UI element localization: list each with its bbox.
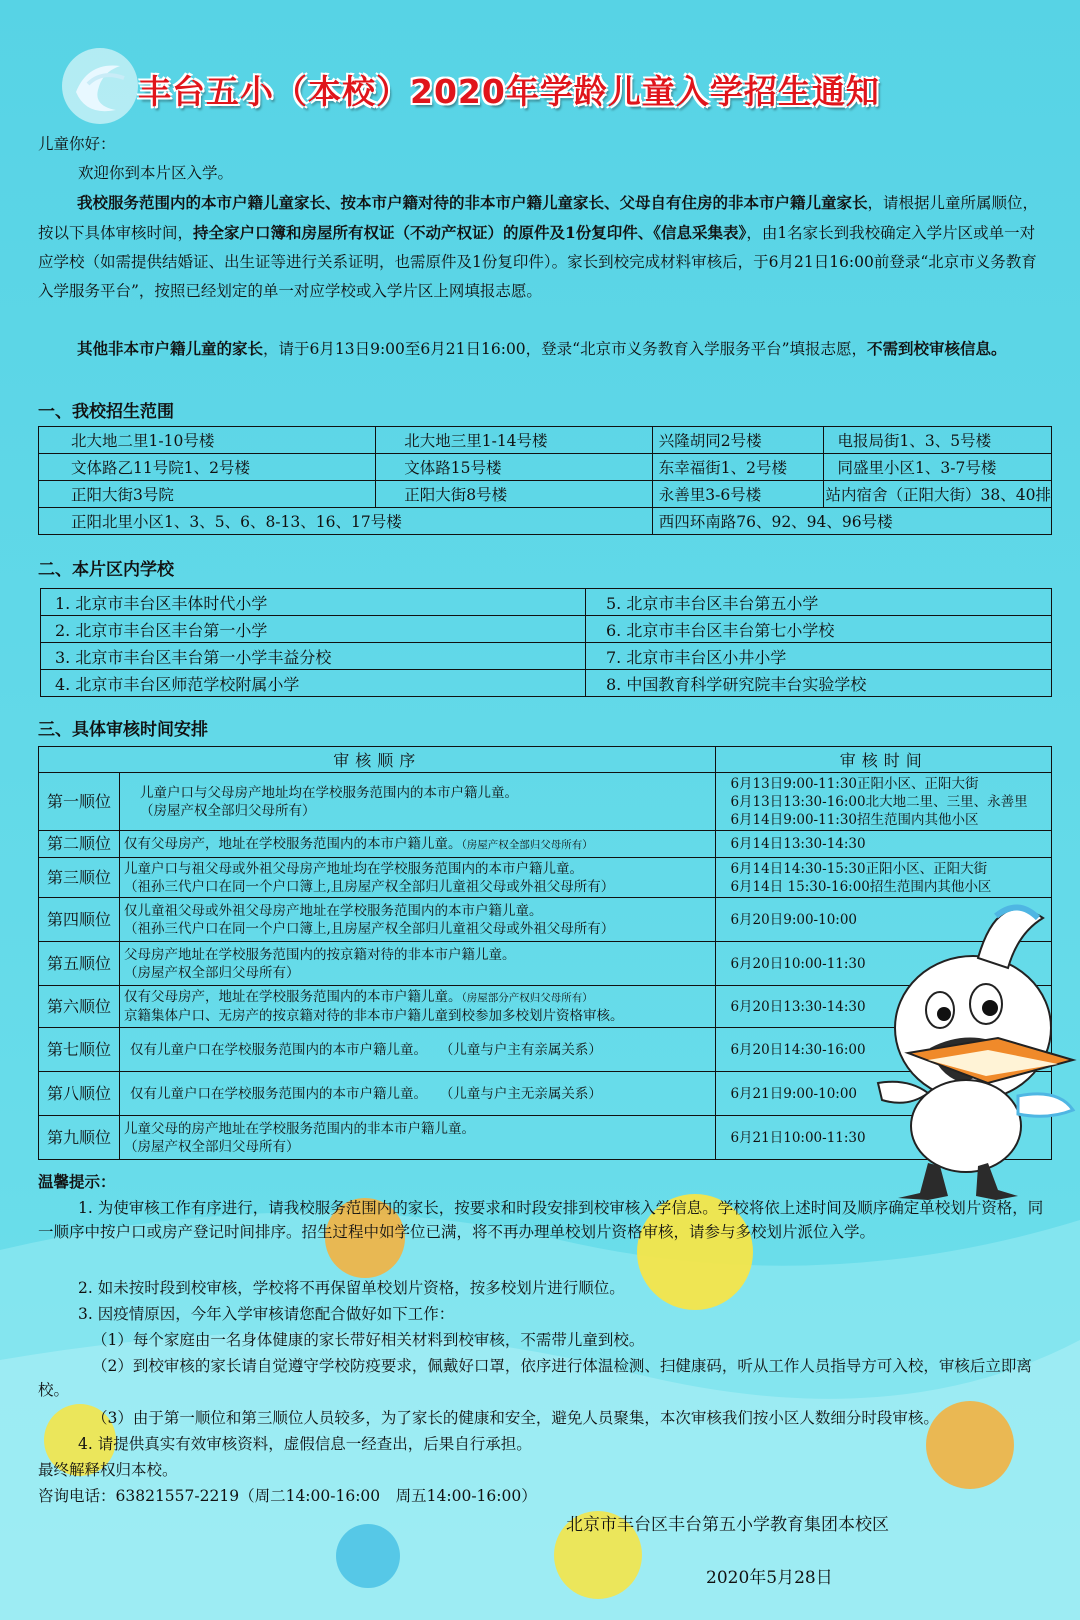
table-row: 文体路乙11号院1、2号楼 文体路15号楼 东幸福街1、2号楼 同盛里小区1、3-7号楼 — [39, 454, 1052, 481]
table-row: 第二顺位 仅有父母房产，地址在学校服务范围内的本市户籍儿童。（房屋产权全部归父母所有） 6月14日13:30-14:30 — [39, 831, 1052, 858]
table-row: 第三顺位 儿童户口与祖父母或外祖父母房产地址均在学校服务范围内的本市户籍儿童。 （祖孙三代户口在同一个户口簿上,且房屋产权全部归儿童祖父母或外祖父母所有） 6月14日14:30-15:30正阳小区、正阳大街 6月14日 15:30-16:00招生范围内其他小区 — [39, 858, 1052, 898]
table-row: 第五顺位 父母房产地址在学校服务范围内的按京籍对待的非本市户籍儿童。 （房屋产权全部归父母所有） 6月20日10:00-11:30 — [39, 942, 1052, 986]
table-row: 4. 北京市丰台区师范学校附属小学 8. 中国教育科学研究院丰台实验学校 — [41, 670, 1052, 697]
section-heading-schools: 二、本片区内学校 — [38, 560, 174, 580]
tip-3: 3. 因疫情原因，今年入学审核请您配合做好如下工作： — [78, 1305, 455, 1323]
table-row: 3. 北京市丰台区丰台第一小学丰益分校 7. 北京市丰台区小井小学 — [41, 643, 1052, 670]
intro-paragraph-2: 其他非本市户籍儿童的家长，请于6月13日9:00至6月21日16:00，登录“北京市义务教育入学服务平台”填报志愿，不需到校审核信息。 — [77, 339, 1007, 358]
table-row: 第九顺位 儿童父母的房产地址在学校服务范围内的非本市户籍儿童。 （房屋产权全部归父母所有） 6月21日10:00-11:30 — [39, 1116, 1052, 1160]
tip-4: 4. 请提供真实有效审核资料，虚假信息一经查出，后果自行承担。 — [78, 1435, 532, 1453]
table-row: 1. 北京市丰台区丰体时代小学 5. 北京市丰台区丰台第五小学 — [41, 589, 1052, 616]
table-row: 第八顺位 仅有儿童户口在学校服务范围内的本市户籍儿童。 （儿童与户主无亲属关系） 6月21日9:00-10:00 — [39, 1072, 1052, 1116]
page-title: 丰台五小（本校）2020年学龄儿童入学招生通知 — [138, 72, 880, 111]
tips-heading: 温馨提示： — [38, 1172, 116, 1191]
section-heading-scope: 一、我校招生范围 — [38, 402, 174, 422]
table-row: 第一顺位 儿童户口与父母房产地址均在学校服务范围内的本市户籍儿童。 （房屋产权全部归父母所有） 6月13日9:00-11:30正阳小区、正阳大街 6月13日13:30-16:00北大地二里、三里、永善里 6月14日9:00-11:30招生范围内其他小区 — [39, 773, 1052, 831]
table-row: 北大地二里1-10号楼 北大地三里1-14号楼 兴隆胡同2号楼 电报局街1、3、5号楼 — [39, 427, 1052, 454]
intro-paragraph-1: 我校服务范围内的本市户籍儿童家长、按本市户籍对待的非本市户籍儿童家长、父母自有住房的非本市户籍儿童家长，请根据儿童所属顺位，按以下具体审核时间，持全家户口簿和房屋所有权证（不动产权证）的原件及1份复印件、《信息采集表》，由1名家长到我校确定入学片区或单一对应学校（如需提供结婚证、出生证等进行关系证明，也需原件及1份复印件）。家长到校完成材料审核后，于6月21日16:00前登录“北京市义务教育入学服务平台”，按照已经划定的单一对应学校或入学片区上网填报志愿。 — [38, 193, 1039, 300]
table-row: 第七顺位 仅有儿童户口在学校服务范围内的本市户籍儿童。 （儿童与户主有亲属关系） 6月20日14:30-16:00 — [39, 1028, 1052, 1072]
greeting: 儿童你好： — [38, 135, 116, 153]
table-row: 第六顺位 仅有父母房产，地址在学校服务范围内的本市户籍儿童。（房屋部分产权归父母所有） 京籍集体户口、无房产的按京籍对待的非本市户籍儿童到校参加多校划片资格审核。 6月20日13:30-14:30 — [39, 986, 1052, 1028]
tip-3-2: （2）到校审核的家长请自觉遵守学校防疫要求，佩戴好口罩，依序进行体温检测、扫健康码，听从工作人员指导方可入校，审核后立即离校。 — [38, 1357, 1032, 1399]
tip-3-3: （3）由于第一顺位和第三顺位人员较多，为了家长的健康和安全，避免人员聚集，本次审核我们按小区人数细分时段审核。 — [92, 1409, 939, 1427]
section-heading-schedule: 三、具体审核时间安排 — [38, 720, 208, 740]
tip-3-1: （1）每个家庭由一名身体健康的家长带好相关材料到校审核，不需带儿童到校。 — [92, 1331, 645, 1349]
enrollment-scope-table — [38, 426, 1052, 535]
tip-1: 1. 为使审核工作有序进行，请我校服务范围内的家长，按要求和时段安排到校审核入学信息。学校将依上述时间及顺序确定单校划片资格，同一顺序中按户口或房产登记时间排序。招生过程中如学位已满，将不再办理单校划片资格审核，请参与多校划片派位入学。 — [38, 1199, 1044, 1241]
welcome-text: 欢迎你到本片区入学。 — [78, 164, 234, 182]
district-schools-table — [40, 588, 1052, 697]
table-row: 第四顺位 仅儿童祖父母或外祖父母房产地址在学校服务范围内的本市户籍儿童。 （祖孙三代户口在同一个户口簿上,且房屋产权全部归儿童祖父母或外祖父母所有） 6月20日9:00-10:00 — [39, 898, 1052, 942]
issuing-organization: 北京市丰台区丰台第五小学教育集团本校区 — [566, 1515, 889, 1535]
school-logo-icon — [58, 44, 142, 128]
final-statement: 最终解释权归本校。 — [38, 1461, 178, 1479]
tip-2: 2. 如未按时段到校审核，学校将不再保留单校划片资格，按多校划片进行顺位。 — [78, 1279, 625, 1297]
table-row: 正阳大街3号院 正阳大街8号楼 永善里3-6号楼 站内宿舍（正阳大街）38、40排 — [39, 481, 1052, 508]
table-row: 正阳北里小区1、3、5、6、8-13、16、17号楼 西四环南路76、92、94、96号楼 — [39, 508, 1052, 535]
bird-mascot-illustration — [868, 878, 1078, 1208]
contact-phone: 咨询电话：63821557-2219（周二14:00-16:00 周五14:00-16:00） — [38, 1487, 537, 1505]
issue-date: 2020年5月28日 — [706, 1568, 833, 1588]
table-row: 2. 北京市丰台区丰台第一小学 6. 北京市丰台区丰台第七小学校 — [41, 616, 1052, 643]
table-header-row: 审核顺序 审核时间 — [39, 747, 1052, 773]
